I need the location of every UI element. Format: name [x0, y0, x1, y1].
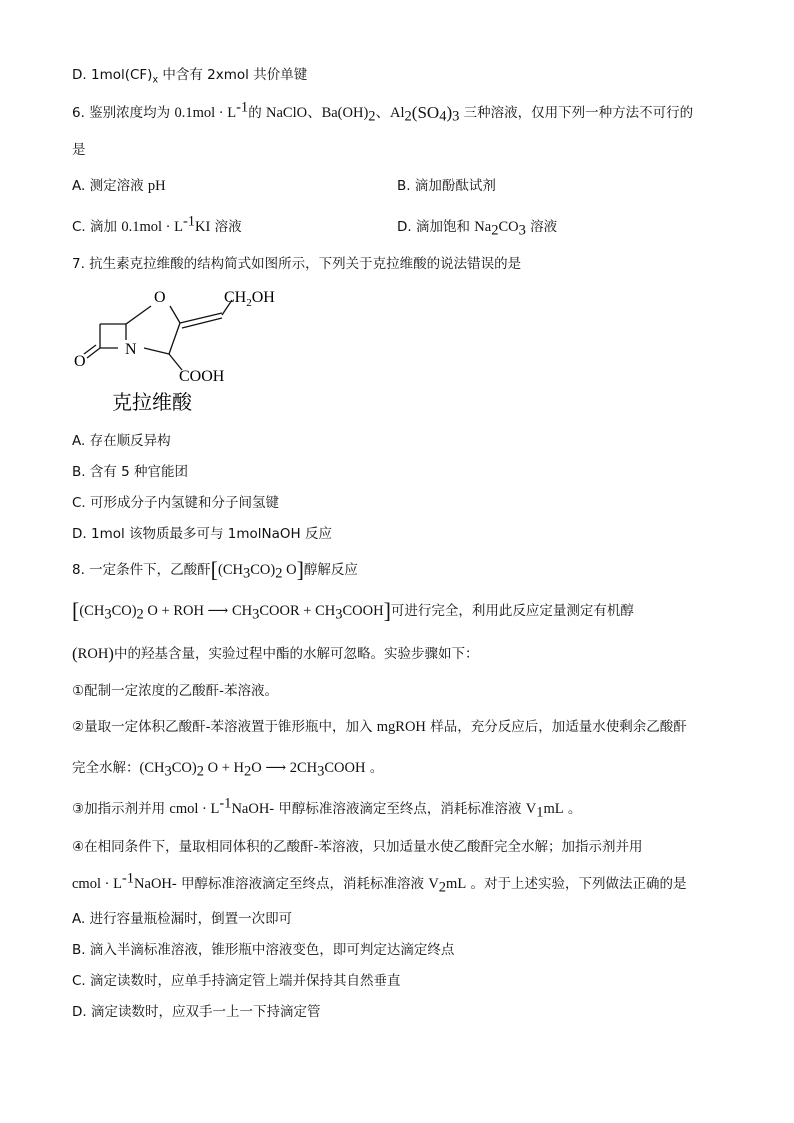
q6-option-a-text: A. 测定溶液 [72, 178, 148, 194]
q8-step2-b: 样品，充分反应后，加适量水使剩余乙酸酐 [425, 719, 687, 735]
q8-step4-b [72, 870, 687, 896]
q7-stem: 7. 抗生素克拉维酸的结构简式如图所示，下列关于克拉维酸的说法错误的是 [72, 256, 522, 272]
q8-step3-naoh: NaOH- [231, 801, 275, 817]
q8-step3-a: ③加指示剂并用 [72, 801, 170, 817]
bracket-right-2: ] [383, 598, 391, 623]
q6-option-c-ki: KI [195, 219, 211, 235]
q6-option-d-na: Na [474, 219, 492, 235]
q6-solute-2: 、Al [375, 105, 405, 121]
q8-stem-b: 醇解反应 [303, 562, 358, 578]
q8-h-a: (CH [139, 760, 165, 776]
q8-step4-e: 。对于上述实验，下列做法正确的是 [466, 876, 687, 892]
q6-option-d [397, 218, 558, 239]
q8-line3-text: 中的羟基含量，实验过程中酯的水解可忽略。实验步骤如下： [113, 646, 479, 662]
q8-option-b: B. 滴入半滴标准溶液，锥形瓶中溶液变色，即可判定达滴定终点 [72, 942, 455, 958]
clavulanic-acid-structure [72, 282, 312, 422]
q8-stem [72, 557, 358, 582]
q6-stem-d: 是 [72, 142, 86, 158]
label-cooh: COOH [179, 368, 225, 385]
q8-step4-ml: mL [446, 876, 467, 892]
q8-step2-hydrolysis [72, 759, 384, 780]
q6-stem-c: 三种溶液，仅用下列一种方法不可行的 [459, 105, 694, 121]
q6-option-c-a: C. 滴加 [72, 219, 122, 235]
q8-roh: ROH [77, 646, 109, 662]
q8-step4-d: 甲醇标准溶液滴定至终点，消耗标准溶液 [176, 876, 429, 892]
q8-rxn-e: COOH [342, 603, 384, 619]
q6-solute-3: (SO [411, 103, 440, 122]
q8-option-d: D. 滴定读数时，应双手一上一下持滴定管 [72, 1004, 321, 1020]
q5-option-d-text: D. 1mol(CF) [72, 67, 153, 83]
q8-h-b: CO) [171, 760, 197, 776]
q6-option-c [72, 213, 242, 236]
q6-option-a [72, 177, 166, 195]
q8-h-end: 。 [365, 760, 384, 776]
q8-option-c: C. 滴定读数时，应单手持滴定管上端并保持其自然垂直 [72, 973, 401, 989]
q6-solute-1: NaClO、Ba(OH) [265, 105, 369, 121]
q8-anhydride-sub2: 2 [275, 565, 283, 582]
q8-h-sub1: 3 [164, 763, 172, 780]
q8-h-c: O + H [203, 760, 244, 776]
structure-name: 克拉维酸 [112, 390, 192, 414]
q6-solute-2-sub: 2 [404, 108, 412, 125]
bond-ring-o-c [170, 306, 180, 323]
paren-right: ) [108, 644, 114, 663]
q8-h-sub4: 3 [317, 763, 325, 780]
bond-ring-c-o [126, 306, 151, 324]
q8-anhydride-b: CO) [250, 562, 276, 578]
q6-option-d-sub1: 2 [491, 222, 499, 239]
q6-solute-3-sub: 4 [439, 108, 447, 125]
q8-stem-a: 8. 一定条件下，乙酸酐 [72, 562, 211, 578]
paren-left: ( [72, 644, 78, 663]
q6-solute-3-sub2: 3 [452, 108, 460, 125]
q8-step3-ml: mL [543, 801, 564, 817]
q8-rxn-a: (CH [79, 603, 105, 619]
q6-conc-sup: -1 [236, 99, 249, 116]
q8-step3-d: 甲醇标准溶液滴定至终点，消耗标准溶液 [274, 801, 526, 817]
atom-o-ring: O [154, 289, 166, 306]
q8-anhydride-a: (CH [218, 562, 243, 578]
q6-option-d-a: D. 滴加饱和 [397, 219, 475, 235]
q8-rxn-sub3: 3 [252, 606, 260, 623]
q8-step4-naoh: NaOH- [134, 876, 177, 892]
q8-option-a: A. 进行容量瓶检漏时，倒置一次即可 [72, 911, 293, 927]
bracket-left: [ [210, 557, 218, 582]
q7-option-a: A. 存在顺反异构 [72, 433, 171, 449]
q6-stem [72, 99, 694, 125]
bond-ring-c-c [169, 323, 180, 354]
q8-rxn-sub2: 2 [136, 606, 144, 623]
q8-anhydride-sub: 3 [242, 565, 251, 582]
q8-step4-a: ④在相同条件下，量取相同体积的乙酸酐-苯溶液，只加适量水使乙酸酐完全水解；加指示剂并用 [72, 839, 643, 855]
q8-step4-conc: cmol · L [72, 876, 122, 892]
q8-step3-conc: cmol · L [169, 801, 220, 817]
q8-step3-vsub: 1 [536, 804, 544, 821]
bond-exo-2 [182, 318, 222, 328]
bracket-left-2: [ [72, 598, 80, 623]
q6-option-b: B. 滴加酚酞试剂 [397, 178, 496, 194]
q6-option-d-co: CO [498, 219, 519, 235]
q8-step1: ①配制一定浓度的乙酸酐-苯溶液。 [72, 683, 278, 699]
q6-stem-a: 6. 鉴别浓度均为 [72, 105, 175, 121]
q8-reaction [72, 598, 634, 623]
q6-option-a-ph: pH [147, 178, 166, 194]
q8-step4-sup: -1 [121, 870, 135, 887]
q8-step2-c: 完全水解： [72, 760, 140, 776]
bond-ring-c-n [144, 348, 169, 354]
q7-option-c: C. 可形成分子内氢键和分子间氢键 [72, 495, 280, 511]
q8-step3-end: 。 [563, 801, 582, 817]
q6-option-c-tail: 溶液 [210, 219, 242, 235]
q8-rxn-d: COOR + CH [259, 603, 336, 619]
bond-exo-1 [180, 313, 222, 323]
q8-step3 [72, 795, 582, 821]
atom-n: N [125, 341, 137, 358]
q5-option-d-sub: x [152, 74, 159, 86]
q6-option-d-tail: 溶液 [525, 219, 558, 235]
q8-step2 [72, 718, 687, 736]
q6-stem-b: 的 [248, 105, 266, 121]
q8-h-d: O ⟶ 2CH [251, 760, 318, 776]
q6-option-c-sup: -1 [182, 213, 196, 230]
q7-option-d: D. 1mol 该物质最多可与 1molNaOH 反应 [72, 526, 332, 542]
q8-step4-v: V [428, 876, 439, 892]
q5-option-d-tail: 中含有 2xmol 共价单键 [158, 67, 308, 83]
label-ch2oh: $CH_2OH$ [224, 289, 275, 309]
q8-rxn-b: CO) [111, 603, 137, 619]
q6-solute-3-close: ) [446, 103, 453, 122]
q6-option-d-sub2: 3 [518, 222, 526, 239]
q8-h-e: COOH [324, 760, 366, 776]
q8-h-sub2: 2 [196, 763, 204, 780]
q6-solute-1-sub: 2 [368, 108, 376, 125]
q8-h-sub3: 2 [243, 763, 252, 780]
q6-option-c-conc: 0.1mol · L [121, 219, 183, 235]
q6-conc: 0.1mol · L [174, 105, 237, 121]
q8-rxn-c: O + ROH ⟶ CH [143, 603, 253, 619]
q8-step3-v: V [525, 801, 537, 817]
q8-step2-a: ②量取一定体积乙酸酐-苯溶液置于锥形瓶中，加入 [72, 719, 377, 735]
q8-step4-vsub: 2 [438, 879, 447, 896]
q5-option-d [72, 66, 307, 84]
q8-line3 [72, 645, 478, 663]
q8-step3-sup: -1 [219, 795, 232, 812]
q7-option-b: B. 含有 5 种官能团 [72, 464, 189, 480]
q8-anhydride-c: O [282, 562, 297, 578]
q8-step2-mass: mgROH [376, 719, 426, 735]
q8-rxn-sub1: 3 [104, 606, 112, 623]
q8-rxn-sub4: 3 [335, 606, 343, 623]
atom-o-keto: O [74, 353, 86, 370]
bracket-right: ] [296, 557, 304, 582]
q8-rxn-tail: 可进行完全，利用此反应定量测定有机醇 [390, 603, 634, 619]
